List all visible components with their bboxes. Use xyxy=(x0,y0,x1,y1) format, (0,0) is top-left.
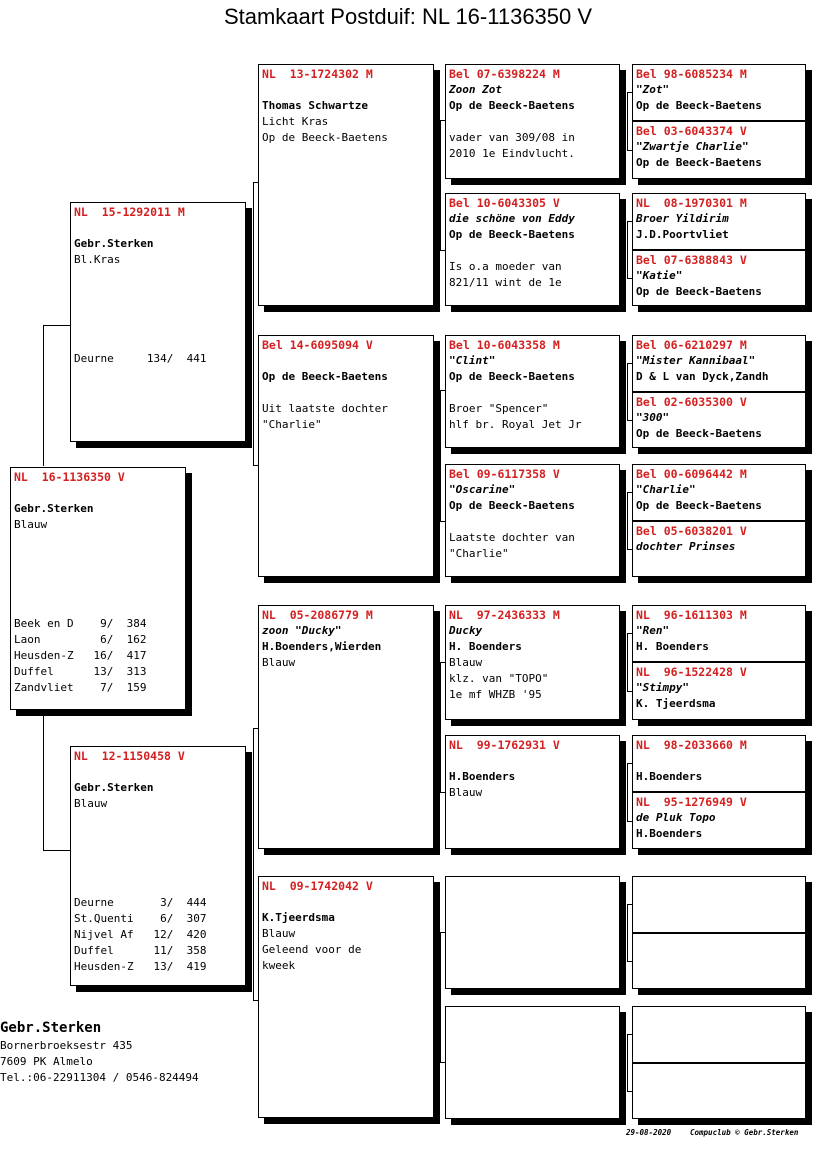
info-line: klz. van "TOPO" xyxy=(449,672,549,685)
grandsire-paternal-card[interactable] xyxy=(258,64,434,306)
grandsire-maternal-card[interactable] xyxy=(258,605,434,849)
connector-line xyxy=(627,221,628,278)
info-line xyxy=(262,385,430,401)
ring-number: NL 15-1292011 M xyxy=(74,205,185,219)
info-line: Op de Beeck-Baetens xyxy=(636,427,762,440)
info-line: H.Boenders xyxy=(449,770,516,783)
connector-line xyxy=(43,325,44,466)
subject-card[interactable] xyxy=(10,467,186,710)
results-list xyxy=(74,351,242,367)
result-row: Heusden-Z 16/ 417 xyxy=(14,649,147,662)
info-line: "Mister Kannibaal" xyxy=(636,354,756,367)
connector-line xyxy=(440,120,441,250)
info-line: "Zwartje Charlie" xyxy=(636,140,749,153)
info-line: Uit laatste dochter xyxy=(262,402,388,415)
print-date: 29-08-2020 xyxy=(626,1128,672,1137)
info-line xyxy=(449,753,616,769)
info-line: zoon "Ducky" xyxy=(262,624,342,637)
info-line: H. Boenders xyxy=(636,640,709,653)
blank-line xyxy=(74,220,242,236)
ring-number: Bel 10-6043305 V xyxy=(449,196,560,210)
info-line: "Clint" xyxy=(449,354,496,367)
info-line: K. Tjeerdsma xyxy=(636,697,716,710)
ring-number: Bel 00-6096442 M xyxy=(636,467,747,481)
gen3-card[interactable] xyxy=(445,605,620,720)
ring-number: Bel 10-6043358 M xyxy=(449,338,560,352)
info-line: Broer "Spencer" xyxy=(449,402,549,415)
gen4-card[interactable] xyxy=(632,662,806,720)
gen3-card-empty[interactable] xyxy=(445,1006,620,1119)
ring-number: NL 12-1150458 V xyxy=(74,749,185,763)
info-line: 821/11 wint de 1e xyxy=(449,276,562,289)
mother-card[interactable] xyxy=(70,746,246,986)
connector-line xyxy=(627,492,628,549)
granddam-maternal-card[interactable] xyxy=(258,876,434,1118)
info-line: Op de Beeck-Baetens xyxy=(262,370,388,383)
ring-number: NL 97-2436333 M xyxy=(449,608,560,622)
info-line: Op de Beeck-Baetens xyxy=(449,499,575,512)
info-line: kweek xyxy=(262,959,296,972)
info-line xyxy=(636,753,802,769)
connector-line xyxy=(627,1034,628,1091)
breeder: Gebr.Sterken xyxy=(74,237,154,250)
info-line xyxy=(262,353,430,369)
gen4-card[interactable] xyxy=(632,464,806,521)
info-line: K.Tjeerdsma xyxy=(262,911,335,924)
gen3-card[interactable] xyxy=(445,193,620,306)
connector-line xyxy=(440,390,441,522)
connector-line xyxy=(43,325,70,326)
ring-number: NL 96-1522428 V xyxy=(636,665,747,679)
info-line xyxy=(449,243,616,259)
owner-name: Gebr.Sterken xyxy=(0,1020,102,1036)
info-line: Laatste dochter van xyxy=(449,531,575,544)
info-line: Blauw xyxy=(449,656,483,669)
info-line: die schöne von Eddy xyxy=(449,212,575,225)
gen3-card[interactable] xyxy=(445,64,620,179)
info-line: Is o.a moeder van xyxy=(449,260,562,273)
ring-number: Bel 03-6043374 V xyxy=(636,124,747,138)
footer-credit: Compuclub © Gebr.Sterken xyxy=(690,1128,799,1137)
info-line: "Charlie" xyxy=(262,418,322,431)
ring-number: NL 05-2086779 M xyxy=(262,608,373,622)
info-line: Blauw xyxy=(449,786,483,799)
ring-number: Bel 06-6210297 M xyxy=(636,338,747,352)
breeder: Gebr.Sterken xyxy=(14,502,94,515)
gen3-card-empty[interactable] xyxy=(445,876,620,989)
info-line: "Charlie" xyxy=(636,483,696,496)
connector-line xyxy=(43,850,70,851)
info-line: H.Boenders xyxy=(636,770,703,783)
info-line: H.Boenders xyxy=(636,827,703,840)
info-line xyxy=(262,82,430,98)
gen4-card[interactable] xyxy=(632,193,806,250)
results-list xyxy=(74,895,242,975)
result-row: Heusden-Z 13/ 419 xyxy=(74,960,207,973)
info-line: H.Boenders,Wierden xyxy=(262,640,382,653)
info-line xyxy=(449,385,616,401)
info-line: dochter Prinses xyxy=(636,540,736,553)
gen4-card-empty[interactable] xyxy=(632,1063,806,1119)
ring-number: NL 16-1136350 V xyxy=(14,470,125,484)
connector-line xyxy=(627,363,628,420)
info-line: Zoon Zot xyxy=(449,83,502,96)
connector-line xyxy=(440,932,441,1062)
gen3-card[interactable] xyxy=(445,464,620,577)
info-line: Broer Yildirim xyxy=(636,212,729,225)
result-row: Deurne 134/ 441 xyxy=(74,352,207,365)
info-line: 2010 1e Eindvlucht. xyxy=(449,147,575,160)
info-line: "Charlie" xyxy=(449,547,509,560)
owner-address: Bornerbroeksestr 435 xyxy=(0,1039,133,1052)
info-line: Ducky xyxy=(449,624,483,637)
connector-line xyxy=(43,710,44,851)
info-line: "Ren" xyxy=(636,624,670,637)
info-line: Op de Beeck-Baetens xyxy=(449,228,575,241)
color: Blauw xyxy=(14,518,48,531)
connector-line xyxy=(627,633,628,691)
info-line: H. Boenders xyxy=(449,640,522,653)
ring-number: Bel 02-6035300 V xyxy=(636,395,747,409)
info-line: Op de Beeck-Baetens xyxy=(636,156,762,169)
gen3-card[interactable] xyxy=(445,335,620,448)
info-line: Blauw xyxy=(262,927,296,940)
ring-number: Bel 09-6117358 V xyxy=(449,467,560,481)
info-line: vader van 309/08 in xyxy=(449,131,575,144)
info-line xyxy=(449,514,616,530)
info-line: "Katie" xyxy=(636,269,683,282)
connector-line xyxy=(440,662,441,792)
info-line: Op de Beeck-Baetens xyxy=(636,499,762,512)
gen4-card[interactable] xyxy=(632,735,806,792)
gen4-card[interactable] xyxy=(632,250,806,306)
info-line: Op de Beeck-Baetens xyxy=(636,285,762,298)
result-row: Duffel 11/ 358 xyxy=(74,944,207,957)
result-row: Nijvel Af 12/ 420 xyxy=(74,928,207,941)
info-line: "Zot" xyxy=(636,83,670,96)
connector-line xyxy=(627,92,628,150)
info-line: "Oscarine" xyxy=(449,483,516,496)
ring-number: NL 09-1742042 V xyxy=(262,879,373,893)
ring-number: NL 96-1611303 M xyxy=(636,608,747,622)
gen4-card[interactable] xyxy=(632,64,806,121)
gen4-card[interactable] xyxy=(632,792,806,849)
ring-number: Bel 07-6398224 M xyxy=(449,67,560,81)
connector-line xyxy=(253,728,254,1001)
result-row: Beek en D 9/ 384 xyxy=(14,617,147,630)
result-row: Laon 6/ 162 xyxy=(14,633,147,646)
gen4-card-empty[interactable] xyxy=(632,1006,806,1063)
info-line: hlf br. Royal Jet Jr xyxy=(449,418,582,431)
connector-line xyxy=(253,182,254,465)
info-line: Op de Beeck-Baetens xyxy=(262,131,388,144)
info-line: Op de Beeck-Baetens xyxy=(449,370,575,383)
ring-number: Bel 14-6095094 V xyxy=(262,338,373,352)
result-row: Zandvliet 7/ 159 xyxy=(14,681,147,694)
info-line: Thomas Schwartze xyxy=(262,99,368,112)
info-line: de Pluk Topo xyxy=(636,811,716,824)
info-line xyxy=(449,114,616,130)
info-line: Licht Kras xyxy=(262,115,329,128)
ring-number: Bel 98-6085234 M xyxy=(636,67,747,81)
info-line: "Stimpy" xyxy=(636,681,689,694)
result-row: St.Quenti 6/ 307 xyxy=(74,912,207,925)
info-line: Blauw xyxy=(262,656,296,669)
info-line xyxy=(262,894,430,910)
ring-number: Bel 05-6038201 V xyxy=(636,524,747,538)
color: Blauw xyxy=(74,797,108,810)
gen4-card-empty[interactable] xyxy=(632,933,806,989)
info-line: 1e mf WHZB '95 xyxy=(449,688,542,701)
breeder: Gebr.Sterken xyxy=(74,781,154,794)
color: Bl.Kras xyxy=(74,253,121,266)
info-line: "300" xyxy=(636,411,670,424)
ring-number: NL 08-1970301 M xyxy=(636,196,747,210)
info-line: Op de Beeck-Baetens xyxy=(449,99,575,112)
page-title: Stamkaart Postduif: NL 16-1136350 V xyxy=(223,4,593,29)
info-line: Op de Beeck-Baetens xyxy=(636,99,762,112)
owner-phone: Tel.:06-22911304 / 0546-824494 xyxy=(0,1071,199,1084)
father-card[interactable] xyxy=(70,202,246,442)
gen3-card[interactable] xyxy=(445,735,620,849)
blank-line xyxy=(74,764,242,780)
info-line: D & L van Dyck,Zandh xyxy=(636,370,769,383)
gen4-card-empty[interactable] xyxy=(632,876,806,933)
info-line: Geleend voor de xyxy=(262,943,362,956)
ring-number: NL 13-1724302 M xyxy=(262,67,373,81)
gen4-card[interactable] xyxy=(632,392,806,448)
result-row: Deurne 3/ 444 xyxy=(74,896,207,909)
connector-line xyxy=(627,904,628,961)
owner-info xyxy=(0,1018,199,1086)
owner-city: 7609 PK Almelo xyxy=(0,1055,93,1068)
granddam-paternal-card[interactable] xyxy=(258,335,434,577)
gen4-card[interactable] xyxy=(632,335,806,392)
results-list xyxy=(14,616,182,696)
gen4-card[interactable] xyxy=(632,605,806,662)
info-line: J.D.Poortvliet xyxy=(636,228,729,241)
ring-number: NL 95-1276949 V xyxy=(636,795,747,809)
gen4-card[interactable] xyxy=(632,521,806,577)
ring-number: Bel 07-6388843 V xyxy=(636,253,747,267)
ring-number: NL 99-1762931 V xyxy=(449,738,560,752)
gen4-card[interactable] xyxy=(632,121,806,179)
result-row: Duffel 13/ 313 xyxy=(14,665,147,678)
connector-line xyxy=(627,763,628,821)
ring-number: NL 98-2033660 M xyxy=(636,738,747,752)
blank-line xyxy=(14,485,182,501)
